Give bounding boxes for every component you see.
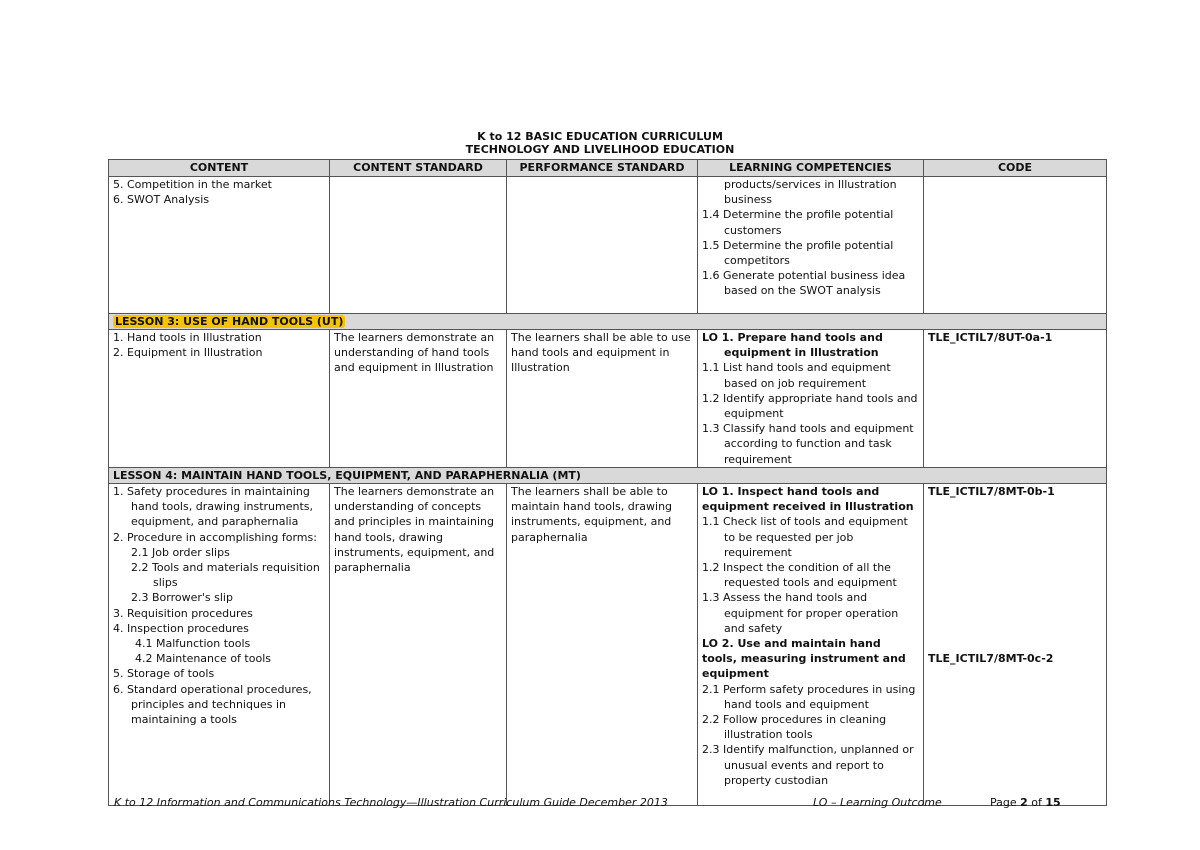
content-item: 2. Equipment in Illustration: [113, 346, 263, 360]
content-item: 1. Safety procedures in maintaining hand tools, drawing instruments, equipment, and paraphernalia: [113, 485, 314, 529]
table-row: [109, 484, 1107, 806]
footer-lo-legend: LO – Learning Outcome: [813, 796, 942, 809]
content-standard-cell: The learners demonstrate an understanding of hand tools and equipment in Illustration: [330, 330, 507, 468]
competency-code: TLE_ICTIL7/8UT-0a-1: [928, 331, 1053, 344]
document-header: [0, 130, 1200, 156]
table-row: [109, 177, 1107, 314]
content-item: 4. Inspection procedures: [113, 621, 249, 635]
competencies-cell: [698, 177, 924, 314]
page-label: Page: [990, 796, 1017, 809]
header-subtitle: TECHNOLOGY AND LIVELIHOOD EDUCATION: [465, 143, 735, 156]
content-standard-cell: The learners demonstrate an understanding of concepts and principles in maintaining hand tools, drawing instruments, equipment, and paraphernalia: [330, 484, 507, 806]
content-cell: [109, 177, 330, 314]
content-cell: [109, 330, 330, 468]
col-header-content-standard: CONTENT STANDARD: [330, 160, 507, 177]
performance-standard-cell: The learners shall be able to maintain hand tools, drawing instruments, equipment, and paraphernalia: [507, 484, 698, 806]
col-header-learning-competencies: LEARNING COMPETENCIES: [698, 160, 924, 177]
content-item: 6. SWOT Analysis: [113, 193, 210, 207]
competency-item: products/services in Illustration business: [724, 178, 897, 207]
competency-code: TLE_ICTIL7/8MT-0b-1: [928, 485, 1055, 498]
lesson-heading-row: [109, 314, 1107, 330]
footer-guide-title: K to 12 Information and Communications Technology—Illustration Curriculum Guide December 2013: [114, 796, 668, 809]
competency-item: 1.1 List hand tools and equipment based on job requirement: [702, 361, 891, 390]
content-subitem: 2.2 Tools and materials requisition slips: [131, 561, 320, 590]
col-header-performance-standard: PERFORMANCE STANDARD: [507, 160, 698, 177]
competency-item: 1.4 Determine the profile potential customers: [702, 208, 894, 237]
page-number: [990, 796, 1061, 809]
competency-item: 1.3 Assess the hand tools and equipment for proper operation and safety: [702, 591, 899, 635]
competency-code: TLE_ICTIL7/8MT-0c-2: [928, 652, 1054, 666]
page-current: 2: [1020, 796, 1028, 809]
content-subitem: 4.2 Maintenance of tools: [135, 652, 271, 666]
content-item: 5. Competition in the market: [113, 178, 272, 191]
code-cell: [924, 177, 1107, 314]
lesson-3-heading: [109, 314, 1107, 330]
performance-standard-cell: [507, 177, 698, 314]
content-item: 5. Storage of tools: [113, 667, 215, 681]
competency-item: 1.2 Inspect the condition of all the requested tools and equipment: [702, 561, 897, 590]
code-cell: [924, 330, 1107, 468]
code-cell: [924, 484, 1107, 806]
code-spacer: [928, 499, 1102, 651]
lesson-heading-row: [109, 468, 1107, 484]
page-total: 15: [1045, 796, 1061, 809]
content-standard-cell: [330, 177, 507, 314]
learning-outcome: LO 1. Prepare hand tools and equipment in Illustration: [702, 331, 883, 360]
competency-item: 2.2 Follow procedures in cleaning illustration tools: [702, 713, 887, 742]
learning-outcome: LO 2. Use and maintain hand tools, measuring instrument and equipment: [702, 637, 906, 681]
col-header-content: CONTENT: [109, 160, 330, 177]
competencies-cell: [698, 484, 924, 806]
col-header-code: CODE: [924, 160, 1107, 177]
content-subitem: 4.1 Malfunction tools: [135, 637, 251, 651]
competency-item: 2.3 Identify malfunction, unplanned or unusual events and report to property custodian: [702, 743, 914, 787]
content-item: 6. Standard operational procedures, principles and techniques in maintaining a tools: [113, 682, 312, 727]
curriculum-table: [108, 159, 1107, 806]
content-cell: [109, 484, 330, 806]
competency-item: 1.1 Check list of tools and equipment to be requested per job requirement: [702, 515, 908, 559]
competency-item: 1.6 Generate potential business idea based on the SWOT analysis: [702, 269, 906, 298]
performance-standard-cell: The learners shall be able to use hand tools and equipment in Illustration: [507, 330, 698, 468]
competency-item: 1.3 Classify hand tools and equipment according to function and task requirement: [702, 422, 914, 466]
content-item: 3. Requisition procedures: [113, 606, 253, 620]
competency-item: 1.2 Identify appropriate hand tools and equipment: [702, 391, 918, 421]
content-subitem: 2.1 Job order slips: [131, 545, 230, 559]
page-of: of: [1031, 796, 1042, 809]
competency-item: 2.1 Perform safety procedures in using hand tools and equipment: [702, 682, 916, 711]
learning-outcome: LO 1. Inspect hand tools and equipment received in Illustration: [702, 485, 914, 514]
competency-item: 1.5 Determine the profile potential competitors: [702, 238, 894, 268]
content-item: 1. Hand tools in Illustration: [113, 331, 262, 344]
lesson-4-heading: LESSON 4: MAINTAIN HAND TOOLS, EQUIPMENT, AND PARAPHERNALIA (MT): [109, 468, 1107, 484]
competencies-cell: [698, 330, 924, 468]
table-header-row: [109, 160, 1107, 177]
content-item: 2. Procedure in accomplishing forms:: [113, 530, 317, 544]
table-row: [109, 330, 1107, 468]
content-subitem: 2.3 Borrower's slip: [131, 591, 233, 605]
lesson-3-title: LESSON 3: USE OF HAND TOOLS (UT): [115, 315, 344, 328]
header-title: K to 12 BASIC EDUCATION CURRICULUM: [477, 130, 723, 143]
